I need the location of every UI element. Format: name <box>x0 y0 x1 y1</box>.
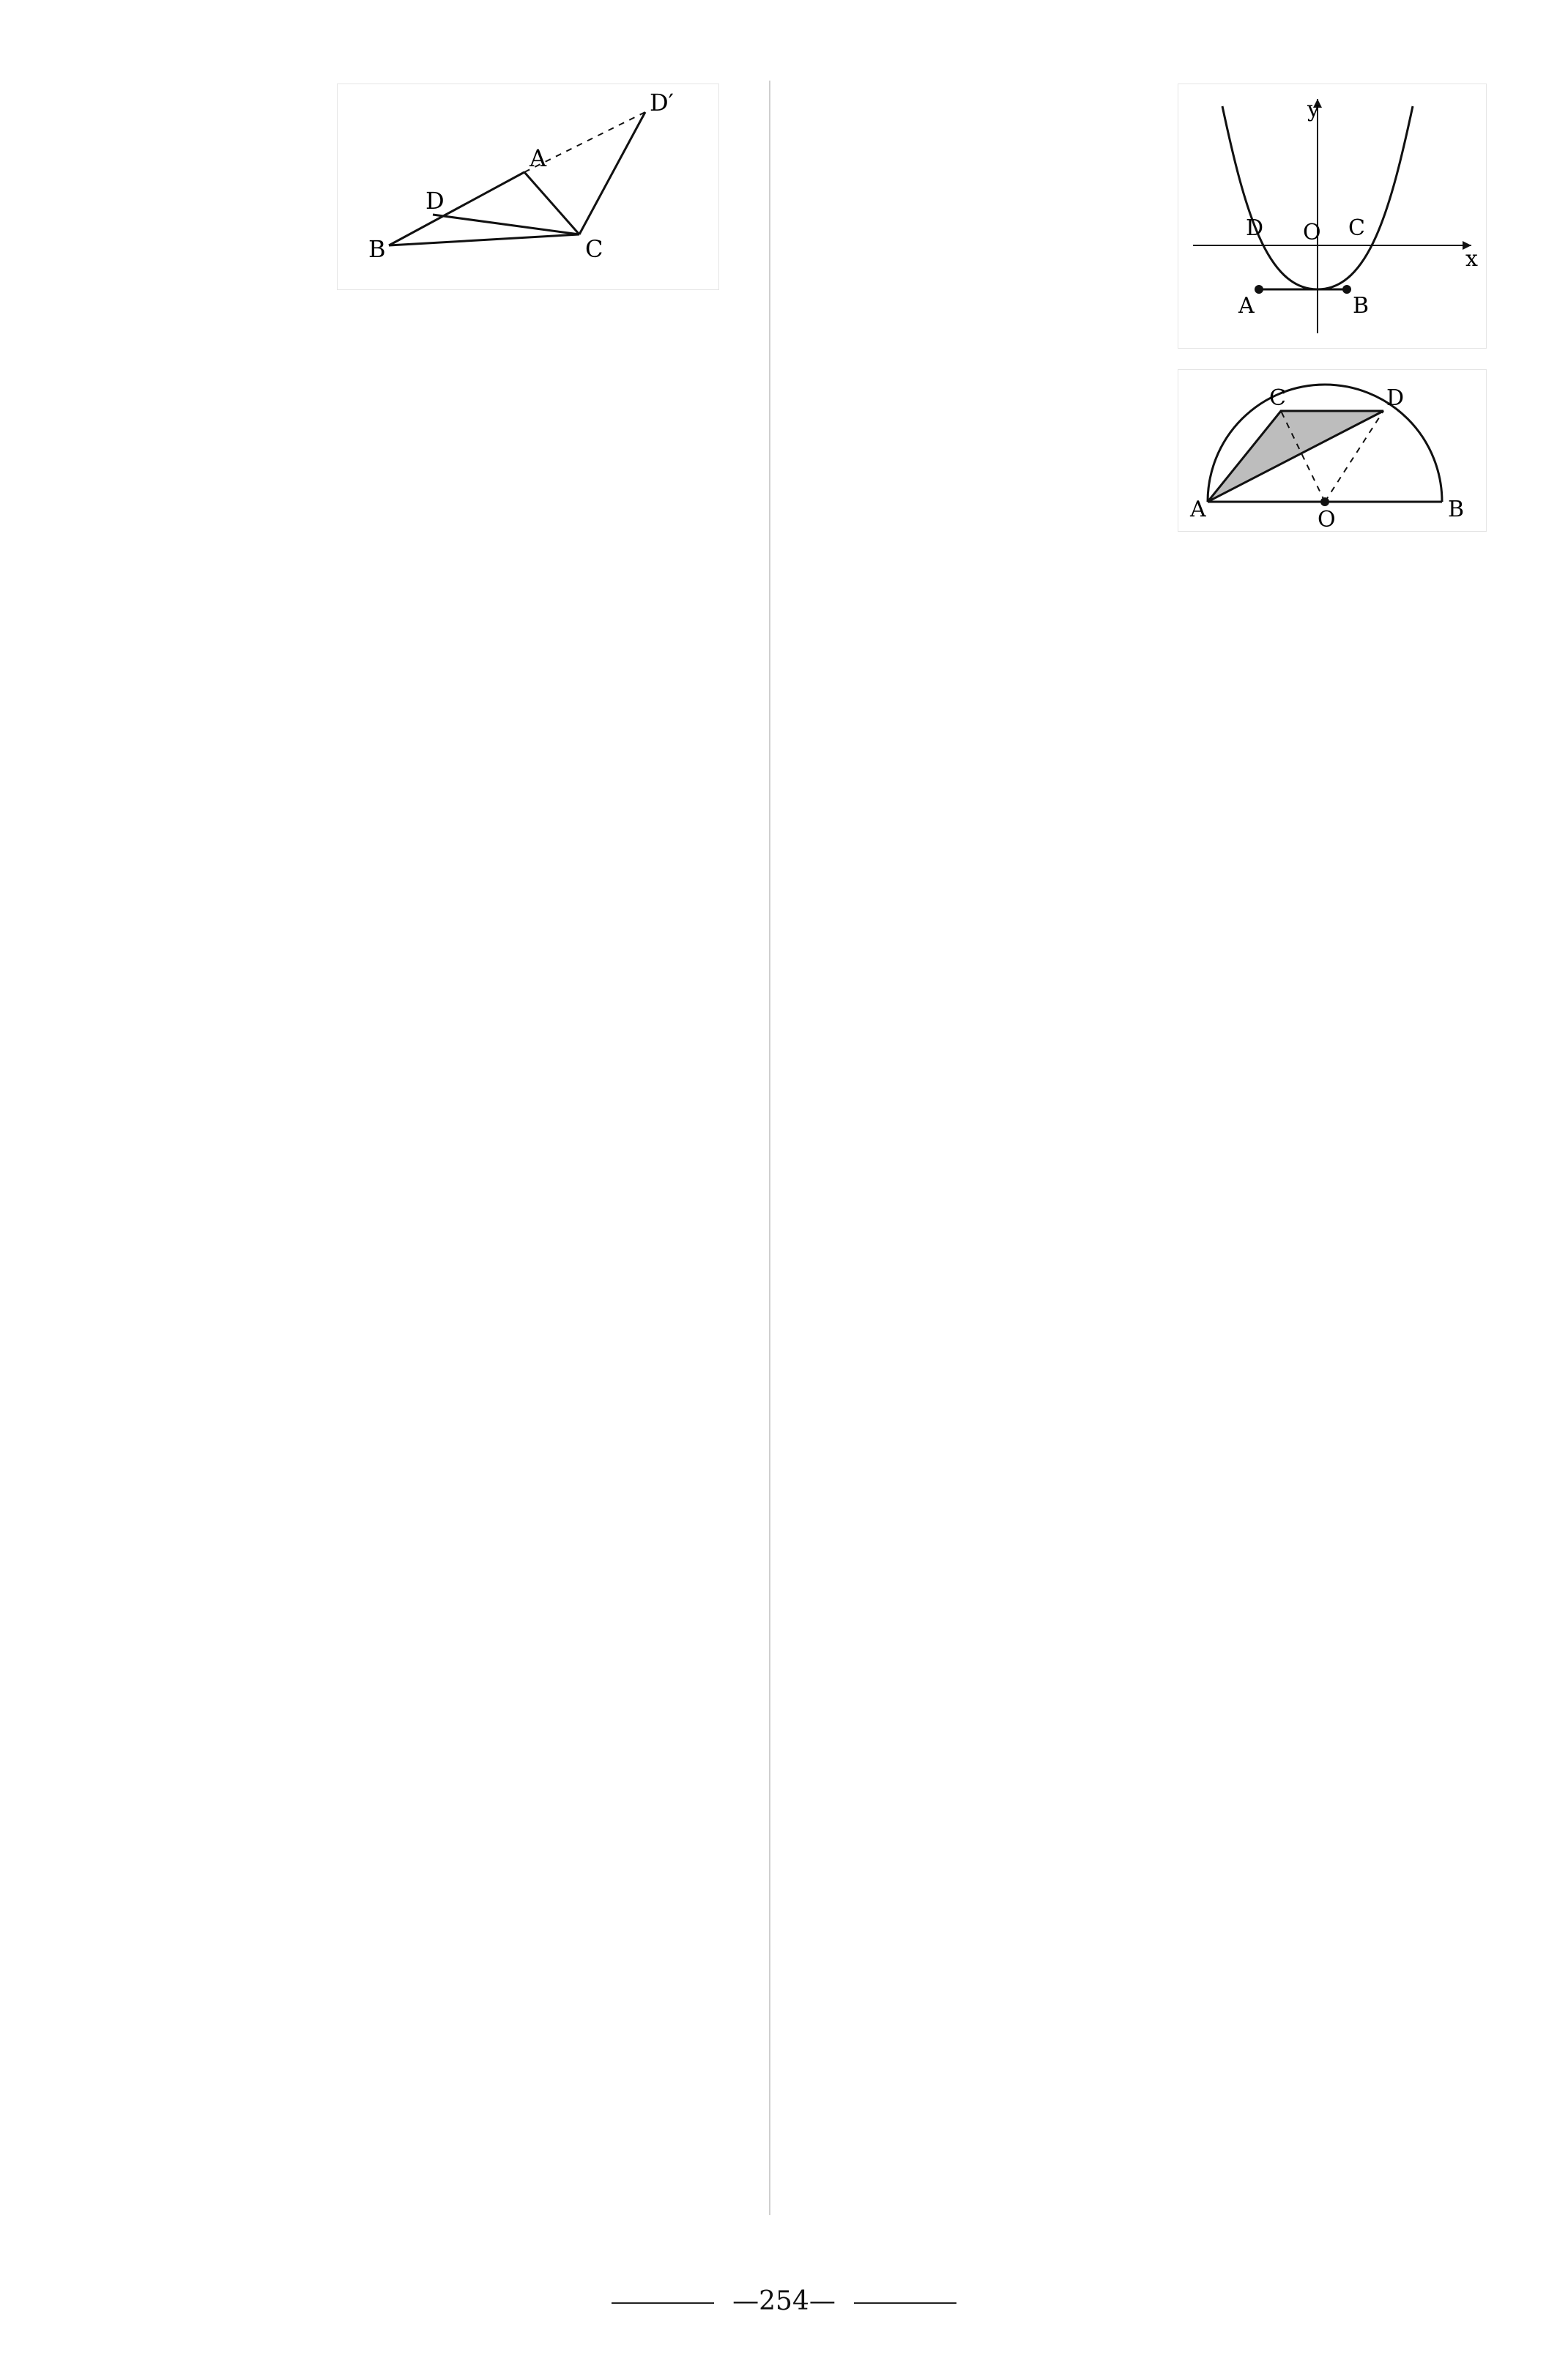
footer-left-rule <box>612 2302 714 2304</box>
label-b: B <box>1353 293 1370 319</box>
left-column <box>29 64 747 2230</box>
right-figure-semicircle <box>1178 369 1487 532</box>
left-figure-triangle <box>337 84 719 290</box>
segment-ac <box>524 172 579 234</box>
page-footer <box>0 2286 1568 2316</box>
label-a: A <box>1190 497 1206 522</box>
label-c: C <box>1348 215 1365 241</box>
segment-bc <box>389 234 579 245</box>
label-b: B <box>1448 497 1465 522</box>
column-divider <box>769 81 770 2215</box>
label-d-prime: D′ <box>650 89 674 116</box>
segment-ba <box>389 172 524 245</box>
semicircle-diagram <box>1178 370 1486 531</box>
right-figure-parabola <box>1178 84 1487 349</box>
label-c: C <box>1269 385 1286 411</box>
label-d: D <box>1246 215 1264 241</box>
label-a: A <box>1238 293 1255 319</box>
label-x: x <box>1465 246 1478 272</box>
parabola-diagram <box>1178 84 1486 348</box>
shaded-triangle-acd <box>1208 411 1383 502</box>
label-d: D <box>1386 385 1405 411</box>
label-y: y <box>1307 97 1320 122</box>
page-number: —254— <box>732 2286 836 2316</box>
label-d: D <box>426 187 445 215</box>
point-o <box>1320 497 1329 506</box>
label-c: C <box>585 235 603 263</box>
segment-cd-prime <box>579 112 645 234</box>
label-o: O <box>1303 220 1321 245</box>
label-a: A <box>530 144 547 172</box>
point-b <box>1342 285 1351 294</box>
segment-dc <box>433 215 579 234</box>
label-b: B <box>368 235 386 263</box>
triangle-diagram <box>338 84 718 289</box>
right-column <box>797 64 1515 2230</box>
point-a <box>1255 285 1263 294</box>
label-o: O <box>1318 507 1336 531</box>
footer-right-rule <box>854 2302 956 2304</box>
